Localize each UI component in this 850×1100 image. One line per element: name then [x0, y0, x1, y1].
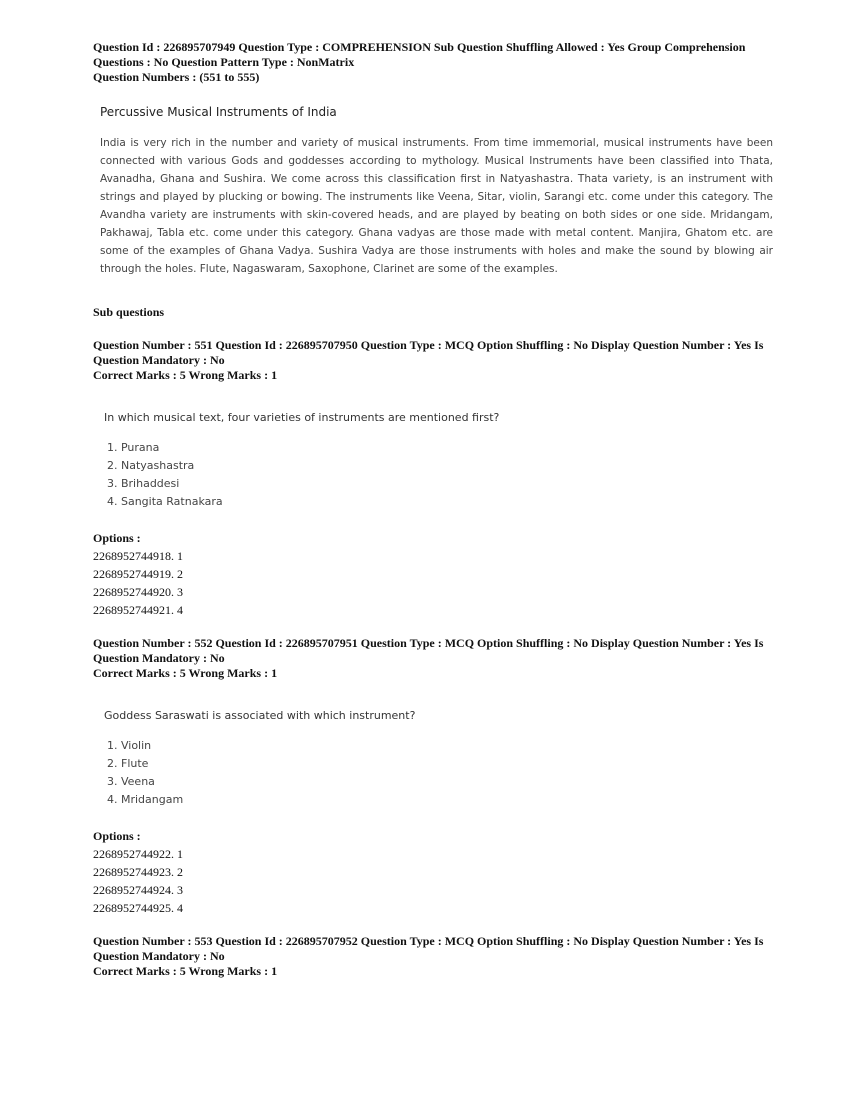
choice-item: 2. Flute — [107, 757, 149, 770]
question-551-options — [93, 529, 183, 619]
choice-item: 4. Sangita Ratnakara — [107, 495, 223, 508]
question-553-meta — [93, 934, 773, 979]
option-item: 2268952744919. 2 — [93, 567, 183, 581]
option-item: 2268952744918. 1 — [93, 549, 183, 563]
question-meta-line: Question Mandatory : No — [93, 353, 225, 367]
question-552-text: Goddess Saraswati is associated with which instrument? — [104, 709, 416, 722]
passage-title: Percussive Musical Instruments of India — [100, 105, 337, 119]
option-item: 2268952744925. 4 — [93, 901, 183, 915]
question-marks: Correct Marks : 5 Wrong Marks : 1 — [93, 964, 278, 978]
choice-item: 1. Violin — [107, 739, 152, 752]
option-item: 2268952744921. 4 — [93, 603, 183, 617]
question-551-choices — [107, 439, 223, 511]
question-552-options — [93, 827, 183, 917]
comprehension-header — [93, 40, 773, 85]
choice-item: 4. Mridangam — [107, 793, 184, 806]
question-meta-line: Question Number : 552 Question Id : 226895707951 Question Type : MCQ Option Shuffling : No Display Question Number : Yes Is — [93, 636, 764, 650]
header-line-3: Question Numbers : (551 to 555) — [93, 70, 260, 84]
question-552-meta — [93, 636, 773, 681]
choice-item: 1. Purana — [107, 441, 160, 454]
header-line-2: Questions : No Question Pattern Type : NonMatrix — [93, 55, 355, 69]
question-meta-line: Question Number : 551 Question Id : 226895707950 Question Type : MCQ Option Shuffling : No Display Question Number : Yes Is — [93, 338, 764, 352]
question-meta-line: Question Mandatory : No — [93, 949, 225, 963]
option-item: 2268952744924. 3 — [93, 883, 183, 897]
option-item: 2268952744920. 3 — [93, 585, 183, 599]
choice-item: 3. Brihaddesi — [107, 477, 180, 490]
options-label: Options : — [93, 829, 141, 843]
option-item: 2268952744923. 2 — [93, 865, 183, 879]
question-551-meta — [93, 338, 773, 383]
question-marks: Correct Marks : 5 Wrong Marks : 1 — [93, 368, 278, 382]
choice-item: 2. Natyashastra — [107, 459, 195, 472]
passage-body: India is very rich in the number and variety of musical instruments. From time immemorial, musical instruments have been connected with various Gods and goddesses according to mythology. Musical Instruments have been classified into Thata, Avanadha, Ghana and Sushira. We come across this classification first in Natyashastra. Thata variety, is an instrument with strings and played by plucking or bowing. The instruments like Veena, Sitar, violin, Sarangi etc. come under this category. The Avandha variety are instruments with skin-covered heads, and are played by beating on both sides or one side. Mridangam, Pakhawaj, Tabla etc. come under this category. Ghana vadyas are those made with metal content. Manjira, Ghatom etc. are some of the examples of Ghana Vadya. Sushira Vadya are those instruments with holes and make the sound by blowing air through the holes. Flute, Nagaswaram, Saxophone, Clarinet are some of the examples. — [100, 137, 773, 275]
choice-item: 3. Veena — [107, 775, 155, 788]
options-label: Options : — [93, 531, 141, 545]
question-marks: Correct Marks : 5 Wrong Marks : 1 — [93, 666, 278, 680]
question-meta-line: Question Number : 553 Question Id : 226895707952 Question Type : MCQ Option Shuffling : No Display Question Number : Yes Is — [93, 934, 764, 948]
option-item: 2268952744922. 1 — [93, 847, 183, 861]
question-meta-line: Question Mandatory : No — [93, 651, 225, 665]
question-552-choices — [107, 737, 183, 809]
question-551-text: In which musical text, four varieties of instruments are mentioned first? — [104, 411, 500, 424]
sub-questions-label: Sub questions — [93, 305, 165, 319]
header-line-1: Question Id : 226895707949 Question Type : COMPREHENSION Sub Question Shuffling Allowed : Yes Group Comprehension — [93, 40, 746, 54]
